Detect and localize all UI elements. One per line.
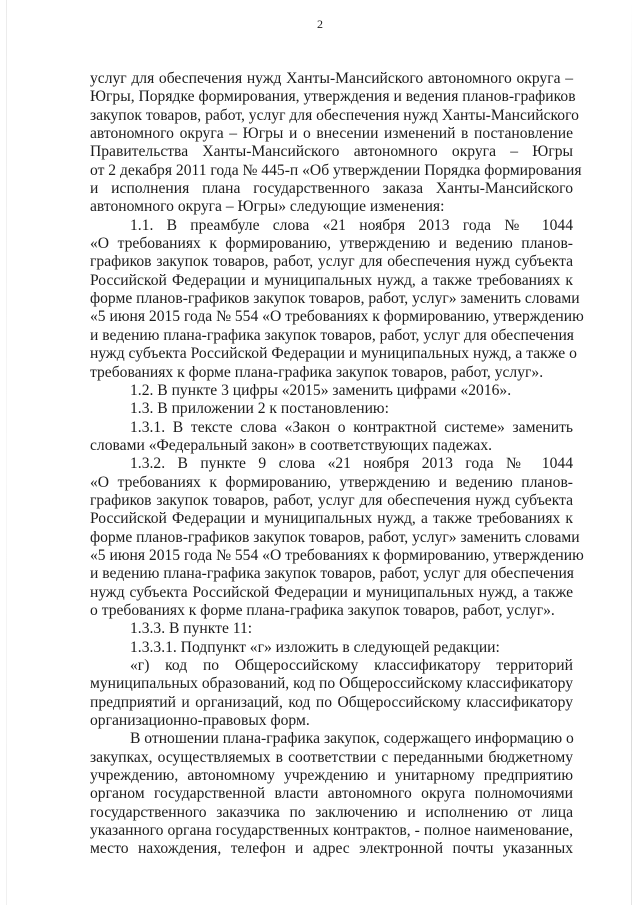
document-body	[90, 70, 584, 859]
text-line: В отношении плана-графика закупок, содержащего информацию о	[130, 730, 574, 748]
page-number: 2	[317, 17, 323, 31]
text-line: Российской Федерации и муниципальных нужд, а также требованиях к	[90, 510, 573, 528]
text-line: автономного округа – Югры и о внесении изменений в постановление	[90, 125, 573, 143]
text-line: от 2 декабря 2011 года № 445-п «Об утверждении Порядка формирования	[90, 161, 582, 179]
text-line: форме планов-графиков закупок товаров, работ, услуг» заменить словами	[90, 528, 580, 546]
text-line: графиков закупок товаров, работ, услуг для обеспечения нужд субъекта	[90, 491, 573, 509]
text-line: Югры, Порядке формирования, утверждения и ведения планов-графиков	[90, 88, 576, 106]
text-line: «5 июня 2015 года № 554 «О требованиях к формированию, утверждению	[90, 308, 584, 326]
text-line: 1.3.3. В пункте 11:	[130, 620, 253, 638]
scan-edge-left	[6, 0, 7, 905]
text-line: органом государственной власти автономного округа полномочиями	[90, 785, 573, 803]
text-line: «О требованиях к формированию, утверждению и ведению планов-	[90, 473, 573, 491]
text-line: графиков закупок товаров, работ, услуг для обеспечения нужд субъекта	[90, 253, 573, 271]
text-line: «О требованиях к формированию, утверждению и ведению планов-	[90, 235, 573, 253]
text-line: 1.3. В приложении 2 к постановлению:	[130, 400, 389, 418]
text-line: указанного органа государственных контрактов, - полное наименование,	[90, 822, 573, 840]
text-line: услуг для обеспечения нужд Ханты-Мансийского автономного округа –	[90, 70, 573, 87]
text-line: и исполнения плана государственного заказа Ханты-Мансийского	[90, 180, 573, 198]
text-line: 1.2. В пункте 3 цифры «2015» заменить цифрами «2016».	[130, 381, 512, 399]
text-line: организационно-правовых форм.	[90, 712, 310, 730]
text-line: муниципальных образований, код по Общероссийскому классификатору	[90, 675, 574, 693]
text-line: 1.3.3.1. Подпункт «г» изложить в следующей редакции:	[130, 638, 500, 656]
text-line: и ведению плана-графика закупок товаров, работ, услуг для обеспечения	[90, 326, 574, 344]
text-line: Правительства Ханты-Мансийского автономного округа – Югры	[90, 143, 573, 161]
text-line: автономного округа – Югры» следующие изменения:	[90, 198, 445, 216]
text-line: место нахождения, телефон и адрес электронной почты указанных	[90, 840, 573, 858]
text-line: требованиях к форме плана-графика закупок товаров, работ, услуг».	[90, 363, 544, 381]
text-line: 1.3.2. В пункте 9 слова «21 ноября 2013 года № 1044	[130, 455, 573, 473]
text-line: нужд субъекта Российской Федерации и муниципальных нужд, а также о	[90, 345, 577, 363]
text-line: 1.1. В преамбуле слова «21 ноября 2013 года № 1044	[130, 216, 573, 234]
text-line: форме планов-графиков закупок товаров, работ, услуг» заменить словами	[90, 290, 580, 308]
text-line: Российской Федерации и муниципальных нужд, а также требованиях к	[90, 271, 573, 289]
text-line: словами «Федеральный закон» в соответствующих падежах.	[90, 436, 493, 454]
scan-edge-right	[631, 0, 632, 905]
text-line: и ведению плана-графика закупок товаров, работ, услуг для обеспечения	[90, 565, 574, 583]
text-line: закупках, осуществляемых в соответствии с переданными бюджетному	[90, 748, 573, 766]
text-line: закупок товаров, работ, услуг для обеспечения нужд Ханты-Мансийского	[90, 106, 579, 124]
text-line: нужд субъекта Российской Федерации и муниципальных нужд, а также	[90, 583, 573, 601]
text-line: учреждению, автономному учреждению и унитарному предприятию	[90, 767, 573, 785]
text-line: государственного заказчика по заключению и исполнению от лица	[90, 803, 573, 821]
text-line: 1.3.1. В тексте слова «Закон о контрактной системе» заменить	[130, 418, 573, 436]
text-line: предприятий и организаций, код по Общероссийскому классификатору	[90, 693, 573, 711]
text-line: о требованиях к форме плана-графика закупок товаров, работ, услуг».	[90, 601, 555, 619]
text-line: «г) код по Общероссийскому классификатору территорий	[130, 657, 573, 674]
text-line: «5 июня 2015 года № 554 «О требованиях к формированию, утверждению	[90, 546, 584, 564]
